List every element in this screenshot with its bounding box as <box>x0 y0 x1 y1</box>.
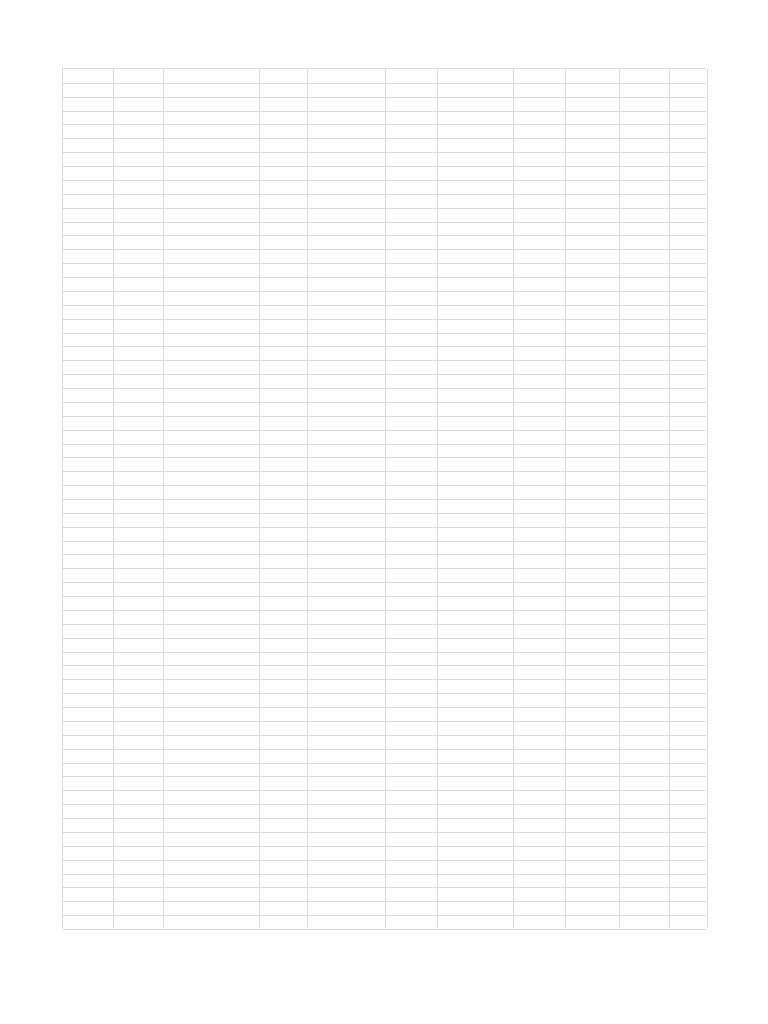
grid-row-line <box>63 277 706 278</box>
grid-column-line <box>707 69 708 928</box>
grid-row-line <box>63 499 706 500</box>
grid-row-line <box>63 860 706 861</box>
grid-row-line <box>63 693 706 694</box>
grid-row-line <box>63 333 706 334</box>
grid-row-line <box>63 208 706 209</box>
grid-row-line <box>63 652 706 653</box>
spreadsheet-grid <box>62 68 706 928</box>
grid-row-line <box>63 679 706 680</box>
grid-row-line <box>63 624 706 625</box>
grid-row-line <box>63 596 706 597</box>
grid-row-line <box>63 665 706 666</box>
grid-row-line <box>63 457 706 458</box>
grid-row-line <box>63 638 706 639</box>
grid-row-line <box>63 249 706 250</box>
grid-row-line <box>63 180 706 181</box>
grid-row-line <box>63 97 706 98</box>
grid-row-line <box>63 776 706 777</box>
grid-row-line <box>63 235 706 236</box>
grid-row-line <box>63 346 706 347</box>
grid-row-line <box>63 721 706 722</box>
grid-row-line <box>63 846 706 847</box>
grid-row-line <box>63 915 706 916</box>
grid-row-line <box>63 790 706 791</box>
grid-row-line <box>63 832 706 833</box>
grid-row-line <box>63 388 706 389</box>
grid-row-line <box>63 735 706 736</box>
grid-row-line <box>63 541 706 542</box>
grid-row-line <box>63 485 706 486</box>
grid-row-line <box>63 804 706 805</box>
grid-row-line <box>63 887 706 888</box>
grid-row-line <box>63 763 706 764</box>
grid-row-line <box>63 138 706 139</box>
grid-row-line <box>63 263 706 264</box>
grid-row-line <box>63 374 706 375</box>
grid-row-line <box>63 222 706 223</box>
grid-row-line <box>63 319 706 320</box>
grid-row-line <box>63 416 706 417</box>
grid-row-line <box>63 194 706 195</box>
grid-row-line <box>63 305 706 306</box>
grid-row-line <box>63 749 706 750</box>
grid-row-line <box>63 360 706 361</box>
grid-row-line <box>63 554 706 555</box>
grid-row-line <box>63 610 706 611</box>
grid-row-line <box>63 124 706 125</box>
grid-row-line <box>63 83 706 84</box>
grid-row-line <box>63 513 706 514</box>
grid-row-line <box>63 111 706 112</box>
grid-row-line <box>63 874 706 875</box>
grid-row-line <box>63 291 706 292</box>
grid-row-line <box>63 707 706 708</box>
grid-row-line <box>63 444 706 445</box>
grid-row-line <box>63 152 706 153</box>
grid-row-line <box>63 527 706 528</box>
grid-row-line <box>63 430 706 431</box>
grid-row-line <box>63 818 706 819</box>
grid-row-line <box>63 568 706 569</box>
grid-row-line <box>63 929 706 930</box>
grid-row-line <box>63 166 706 167</box>
grid-row-line <box>63 402 706 403</box>
grid-row-line <box>63 901 706 902</box>
grid-row-line <box>63 582 706 583</box>
grid-row-line <box>63 471 706 472</box>
